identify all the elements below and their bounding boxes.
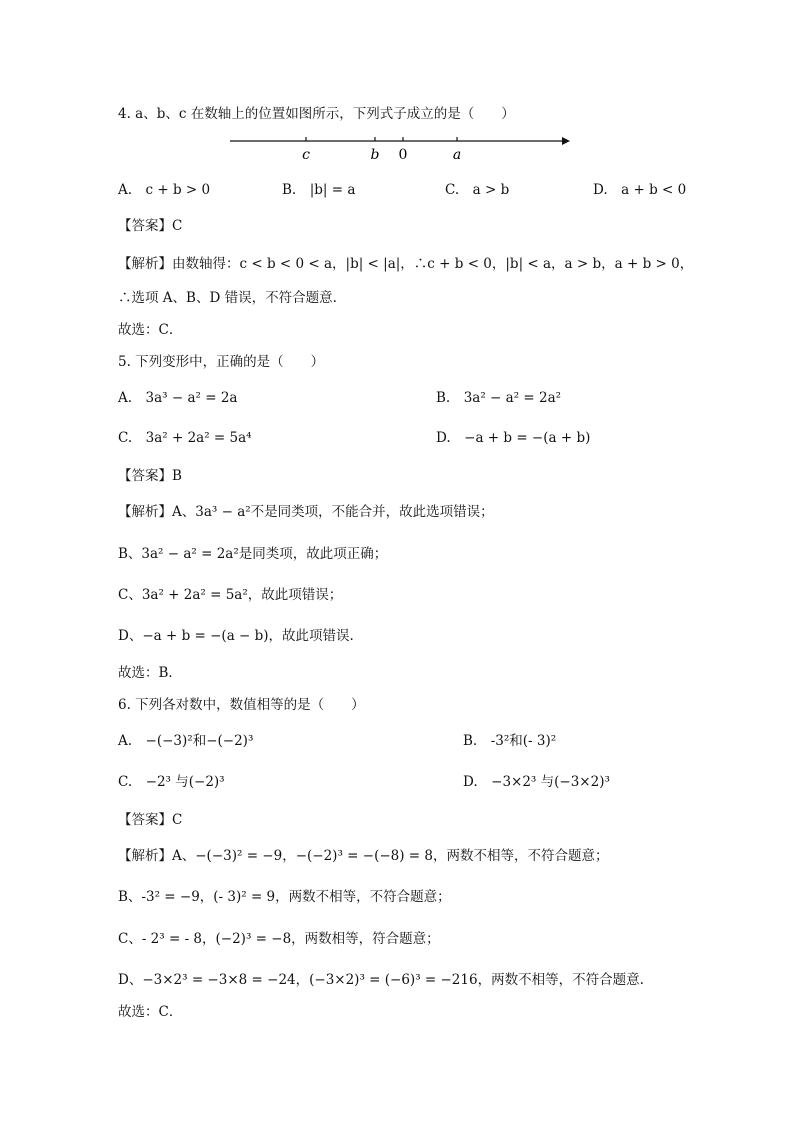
- q4-option-a: A. c + b > 0: [118, 182, 211, 198]
- question-5-title: 5. 下列变形中，正确的是（ ）: [118, 354, 325, 370]
- label-b: b: [370, 147, 380, 163]
- number-line-figure: [226, 132, 571, 166]
- q5-answer: 【答案】B: [118, 468, 182, 484]
- question-6-title: 6. 下列各对数中，数值相等的是（ ）: [118, 697, 365, 713]
- label-a: a: [452, 147, 462, 163]
- q5-analysis-line-4: D、−a + b = −(a − b)，故此项错误.: [118, 628, 354, 644]
- q4-analysis-line-2: ∴选项 A、B、D 错误，不符合题意.: [118, 290, 337, 306]
- label-0: 0: [398, 147, 408, 163]
- q6-analysis-line-4: D、−3×2³ = −3×8 = −24，(−3×2)³ = (−6)³ = −216，两数不相等，不符合题意.: [118, 972, 644, 988]
- q6-analysis-line-3: C、- 2³ = - 8，(−2)³ = −8，两数相等，符合题意；: [118, 931, 440, 947]
- q5-option-d: D. −a + b = −(a + b): [436, 430, 591, 446]
- q6-option-d: D. −3×2³ 与(−3×2)³: [463, 774, 610, 790]
- q5-option-a: A. 3a³ − a² = 2a: [118, 390, 238, 406]
- q6-option-b: B. -3²和(- 3)²: [463, 733, 557, 749]
- q4-option-d: D. a + b < 0: [593, 182, 687, 198]
- q4-option-c: C. a > b: [445, 182, 510, 198]
- q6-answer: 【答案】C: [118, 812, 183, 828]
- q4-option-b: B. |b| = a: [282, 182, 356, 198]
- q6-option-a: A. −(−3)²和−(−2)³: [118, 733, 254, 749]
- q4-analysis-line-1: 【解析】由数轴得：c < b < 0 < a，|b| < |a|，∴c + b < 0，|b| < a，a > b，a + b > 0，: [118, 256, 694, 272]
- q5-option-c: C. 3a² + 2a² = 5a⁴: [118, 430, 252, 446]
- question-4-title: 4. a、b、c 在数轴上的位置如图所示，下列式子成立的是（ ）: [118, 106, 515, 122]
- q5-option-b: B. 3a² − a² = 2a²: [436, 390, 562, 406]
- number-line-arrow: [562, 137, 570, 145]
- q6-analysis-line-2: B、-3² = −9，(- 3)² = 9，两数不相等，不符合题意；: [118, 889, 451, 905]
- q4-conclusion: 故选：C．: [118, 322, 183, 338]
- q5-analysis-line-3: C、3a² + 2a² = 5a²，故此项错误；: [118, 587, 343, 603]
- q6-conclusion: 故选：C．: [118, 1004, 183, 1020]
- q6-option-c: C. −2³ 与(−2)³: [118, 774, 225, 790]
- q6-analysis-line-1: 【解析】A、−(−3)² = −9，−(−2)³ = −(−8) = 8，两数不相等，不符合题意；: [118, 848, 609, 864]
- q5-analysis-line-1: 【解析】A、3a³ − a²不是同类项，不能合并，故此选项错误；: [118, 504, 494, 520]
- q5-analysis-line-2: B、3a² − a² = 2a²是同类项，故此项正确；: [118, 546, 388, 562]
- label-c: c: [302, 147, 310, 163]
- q4-answer: 【答案】C: [118, 218, 183, 234]
- q5-conclusion: 故选：B．: [118, 665, 182, 681]
